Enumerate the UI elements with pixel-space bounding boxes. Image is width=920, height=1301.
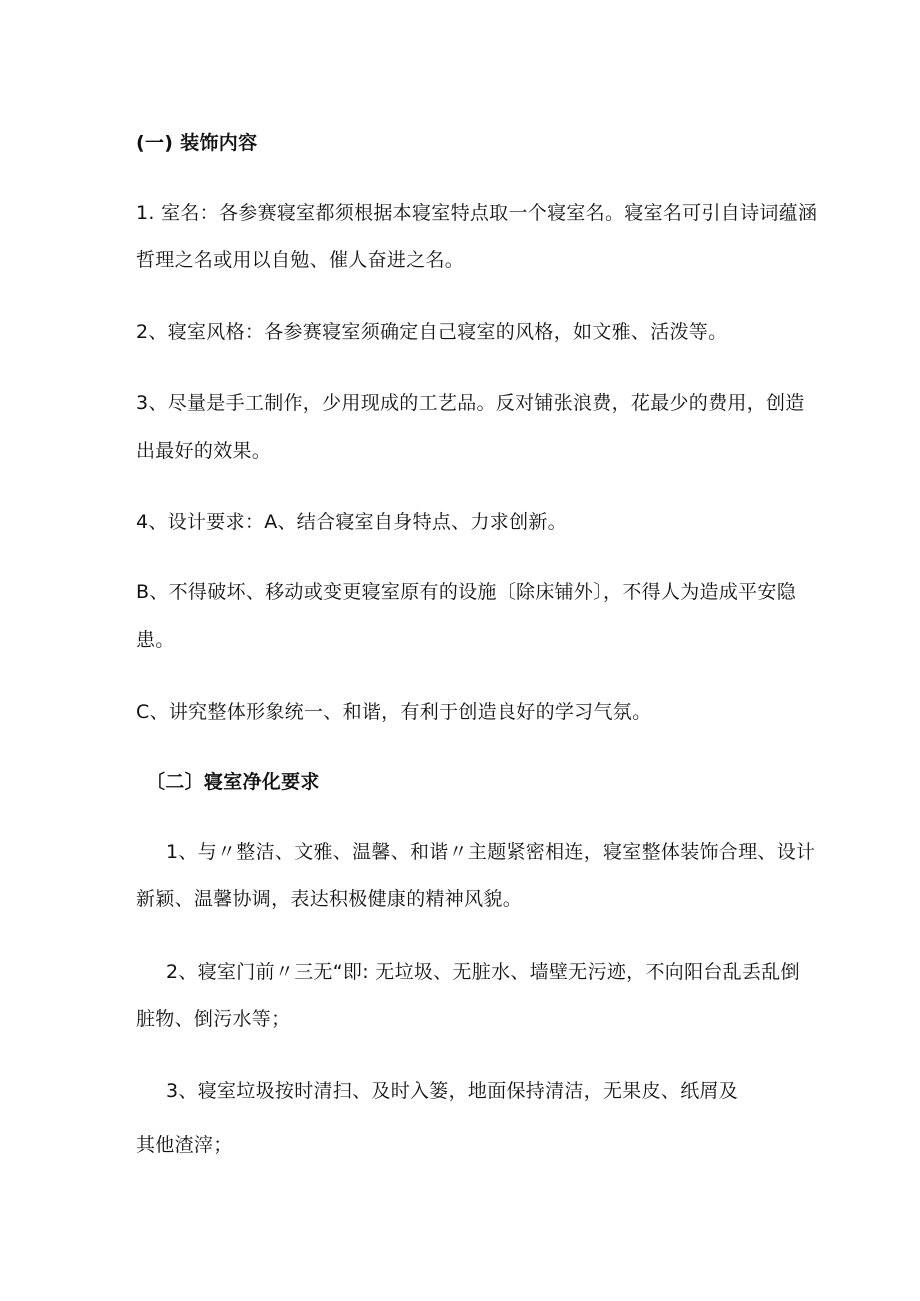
section2-item3-line1: 3、寝室垃圾按时清扫、及时入篓，地面保持清洁，无果皮、纸屑及 (166, 1080, 739, 1102)
section2-heading: 〔二〕寝室净化要求 (146, 771, 320, 793)
section1-item1-line2: 哲理之名或用以自勉、催人奋进之名。 (136, 249, 465, 271)
section1-item3-line2: 出最好的效果。 (136, 440, 272, 462)
section2-item2-line2: 脏物、倒污水等； (136, 1008, 291, 1030)
section1-item3-line1: 3、尽量是手工制作，少用现成的工艺品。反对铺张浪费，花最少的费用，创造 (136, 392, 805, 414)
section1-itemB-line1: B、不得破坏、移动或变更寝室原有的设施〔除床铺外〕，不得人为造成平安隐 (136, 581, 797, 603)
section1-item2: 2、寝室风格：各参赛寝室须确定自己寝室的风格，如文雅、活泼等。 (136, 321, 728, 343)
section2-item2-line1: 2、寝室门前〃三无“即: 无垃圾、无脏水、墙壁无污迹，不向阳台乱丢乱倒 (166, 961, 800, 983)
section2-item1-line2: 新颖、温馨协调，表达积极健康的精神风貌。 (136, 888, 523, 910)
section1-item4: 4、设计要求：A、结合寝室自身特点、力求创新。 (136, 511, 567, 533)
section1-itemB-line2: 患。 (136, 629, 175, 651)
section1-heading: (一) 装饰内容 (136, 132, 258, 154)
section2-item3-line2: 其他渣滓； (136, 1134, 233, 1156)
section1-itemC: C、讲究整体形象统一、和谐，有利于创造良好的学习气氛。 (136, 701, 652, 723)
section2-item1-line1: 1、与〃整洁、文雅、温馨、和谐〃主题紧密相连，寝室整体装饰合理、设计 (166, 841, 816, 863)
section1-item1-line1: 1. 室名：各参赛寝室都须根据本寝室特点取一个寝室名。寝室名可引自诗词蕴涵 (136, 202, 818, 224)
